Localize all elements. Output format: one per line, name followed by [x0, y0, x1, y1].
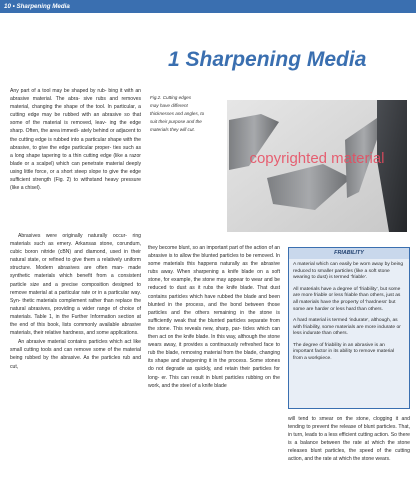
caption-line: suit their purpose and the: [150, 119, 202, 124]
text-line: abrasive, to give the edge particular proper-: [10, 144, 112, 151]
text-line: they become blunt, so an important part: [148, 245, 238, 251]
text-line: which can penetrate material deeply using: [10, 160, 141, 175]
running-header-text: 10 • Sharpening Media: [4, 3, 70, 10]
text-line: edge sufficient strength (Fig. 2) to withstand: [10, 168, 141, 184]
text-line: at a particular rate or in a particular way. Syn-: [10, 289, 141, 304]
box-paragraph: A hard material is termed 'indurate', although, as with friability, some materials are more indurate or less indurate than others.: [293, 317, 401, 337]
text-line: blunted particles to be removed. In some: [148, 253, 281, 268]
caption-line: materials they will cut.: [150, 127, 195, 132]
chapter-title: 1 Sharpening Media: [168, 48, 367, 71]
text-line: rub the blade, removing material from the: [148, 350, 243, 357]
paragraph: [148, 244, 280, 390]
text-line: others remaining in the stone is sufficiently: [148, 309, 280, 324]
text-line: wider range of choice of materials. Table 1,: [10, 305, 142, 320]
text-line: sive rubs and removes material, changing: [10, 96, 142, 111]
paragraph: [10, 338, 141, 370]
text-line: it provides a continuously refreshed face to: [178, 342, 280, 349]
text-line: blade and been blunted in the process, and: [148, 293, 280, 308]
text-line: contains particles which have rubbed the: [148, 293, 243, 300]
text-line: from the stone. This reveals new, sharp, par-: [148, 317, 281, 332]
text-line: little force, or a short steep slope to give the: [24, 168, 128, 175]
text-line: In this way, although the stone wears away,: [148, 334, 281, 349]
text-line: and the rate at which the stone wears.: [304, 456, 391, 463]
text-line: edge may be rubbed with an abrasive so: [27, 112, 130, 119]
box-paragraph: The degree of friability in an abrasive is an important factor in its ability to remove material from a workpiece.: [293, 342, 395, 361]
text-line: made synthetic materials which benefit: [10, 265, 141, 280]
text-line: ties such as a long shape tapering to a thin: [10, 144, 141, 159]
text-line: Abrasives were originally naturally occur-: [18, 233, 127, 239]
text-line: bing it with an abrasive material. The abra-: [10, 88, 141, 103]
text-line: and diamond, used in their natural state, or: [10, 249, 141, 264]
text-line: and tending to prevent the release of blunt: [288, 416, 411, 431]
caption-line: Fig.2. Cutting edges: [150, 95, 192, 100]
text-line: refined to give them a relatively uniform: [48, 257, 142, 264]
text-line: which act like small cutting tools and can: [10, 339, 141, 354]
box-body: [289, 259, 409, 370]
text-line: by the abrasive. As the particles rub and cut,: [10, 355, 141, 370]
text-line: end of this book, lists commonly available: [19, 322, 120, 329]
watermark: copyrighted material: [249, 150, 385, 167]
text-line: will tend to smear on the stone, clogging it: [288, 416, 399, 422]
caption-line: may have different: [150, 103, 188, 108]
text-line: is rubbed into a particular shape with the: [48, 136, 141, 143]
text-line: ing the edge sharp. Often, the area immedi-: [10, 120, 141, 135]
text-line: cutting edge (like a razor blade or a scalpel): [10, 152, 141, 167]
text-line: of the action of an abrasive is to allow the: [148, 245, 281, 260]
text-line: heavy pressure (like a chisel).: [10, 177, 141, 192]
box-paragraph: All materials have a degree of 'friability', but some are more friable or less friable than others, just as all materials have the property of 'hardness' but some are harder or less hard than others.: [293, 286, 401, 312]
text-line: in the process. Some stones do not degrade: [148, 358, 281, 373]
text-line: materials this happens naturally as the: [163, 261, 258, 268]
body-column-left-top: [10, 87, 141, 193]
text-line: Any part of a tool may be shaped by rub-: [10, 88, 107, 94]
text-line: knife blade on a soft stone, for example, the: [148, 269, 281, 284]
text-line: the rate at which the stone releases blunt: [288, 440, 410, 455]
text-line: from a consistent particle size and a precise: [10, 273, 141, 288]
text-line: that some of the material is removed, leav-: [10, 112, 142, 127]
figure-photo: [227, 100, 407, 232]
body-column-right: [288, 415, 410, 465]
paragraph: [10, 232, 141, 337]
text-line: structure. Modern abrasives are often man-: [10, 265, 124, 272]
body-column-left-lower: [10, 232, 141, 372]
text-line: cutting action. So there is a balance between: [288, 432, 410, 447]
text-line: er. This can result in blunt particles rubbing: [161, 374, 264, 381]
text-line: abrasive materials, their relative hardness,: [10, 322, 142, 337]
paragraph: [10, 87, 141, 192]
text-line: the shape of the tool. In particular, a cutting: [10, 104, 142, 119]
text-line: composition designed to remove material: [10, 281, 141, 296]
box-paragraph: A material which can easily be worn away by being reduced to smaller particles (like a soft stone wearing to dust) is termed 'friable'.: [293, 262, 404, 281]
text-line: to dust as it rubs the knife blade. That dust: [169, 285, 280, 292]
text-line: in the Further Information section at the: [10, 313, 141, 329]
text-line: replace the natural abrasives, providing a: [10, 297, 142, 312]
text-line: remove some of the material being rubbed: [10, 347, 141, 362]
text-line: and some applications.: [86, 330, 139, 337]
text-line: stone, corundum, cubic boron nitride (cBN): [10, 241, 141, 256]
text-line: ring materials such as emery. Arkansas: [10, 233, 141, 248]
text-line: the bond between those particles and the: [148, 301, 280, 316]
text-line: particles. That, in turn, leads to a less efficient: [288, 424, 410, 439]
text-line: ately behind or adjacent to the cutting edge: [10, 128, 141, 143]
text-line: An abrasive material contains particles: [18, 339, 108, 346]
text-line: as quickly, and retain their particles for long-: [148, 366, 280, 381]
text-line: stone may appear to wear and be reduced: [148, 277, 280, 292]
text-line: ticles which can then act on the knife blade.: [148, 325, 280, 341]
paragraph: [288, 415, 410, 464]
running-header: [0, 0, 416, 13]
text-line: weak that the blunted particles separate: [173, 317, 268, 324]
caption-line: thicknesses and angles, to: [150, 111, 205, 116]
body-column-middle: [148, 244, 280, 391]
text-line: blade, changing its shape and sharpening it: [148, 350, 280, 365]
text-line: abrasive rubs away. When sharpening a: [148, 261, 280, 276]
text-line: thetic materials complement rather than: [22, 297, 114, 304]
text-line: on the work, and the steel of a knife blade: [148, 374, 280, 389]
box-title: FRIABILITY: [289, 248, 409, 259]
text-line: particles, the speed of the cutting action,: [288, 448, 410, 463]
friability-sidebar-box: [288, 247, 410, 409]
figure-caption: [150, 94, 220, 134]
